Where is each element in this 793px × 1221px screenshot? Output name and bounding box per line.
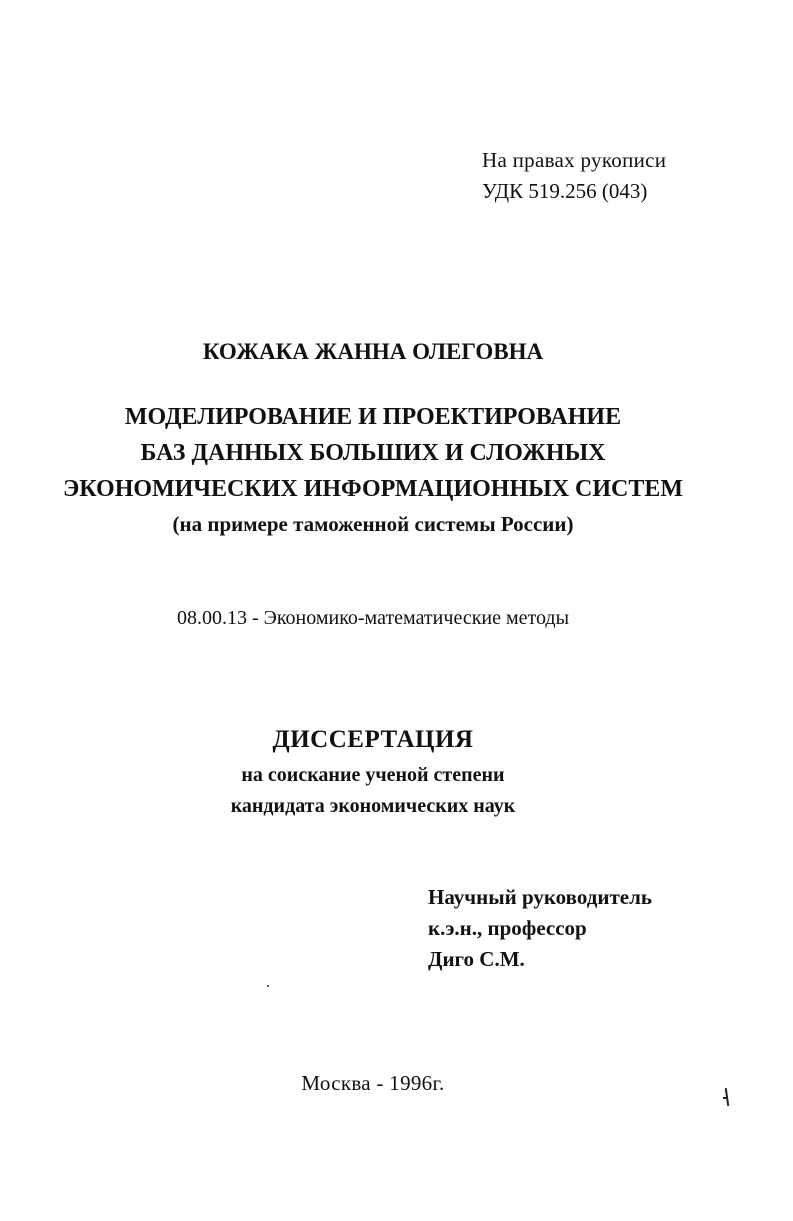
degree-line-2: кандидата экономических наук bbox=[230, 795, 516, 817]
degree-line-1: на соискание ученой степени bbox=[241, 764, 505, 786]
city-year: Москва - 1996г. bbox=[301, 1071, 445, 1095]
manuscript-note: На правах рукописи bbox=[482, 148, 667, 172]
specialty-code: 08.00.13 - Экономико-математические методы bbox=[176, 607, 570, 629]
title-subtitle: (на примере таможенной системы России) bbox=[172, 512, 574, 536]
supervisor-title: к.э.н., профессор bbox=[428, 916, 587, 940]
supervisor-label: Научный руководитель bbox=[428, 885, 652, 909]
title-line-2: БАЗ ДАННЫХ БОЛЬШИХ И СЛОЖНЫХ bbox=[140, 440, 606, 466]
supervisor-name: Диго С.М. bbox=[428, 947, 525, 971]
dissertation-type: ДИССЕРТАЦИЯ bbox=[272, 726, 474, 753]
title-line-1: МОДЕЛИРОВАНИЕ И ПРОЕКТИРОВАНИЕ bbox=[124, 404, 622, 430]
udk-code: УДК 519.256 (043) bbox=[482, 179, 648, 203]
scan-mark-tick bbox=[723, 1097, 727, 1099]
scan-speck bbox=[267, 985, 269, 987]
author-name: КОЖАКА ЖАННА ОЛЕГОВНА bbox=[202, 339, 544, 364]
title-line-3: ЭКОНОМИЧЕСКИХ ИНФОРМАЦИОННЫХ СИСТЕМ bbox=[62, 476, 684, 502]
